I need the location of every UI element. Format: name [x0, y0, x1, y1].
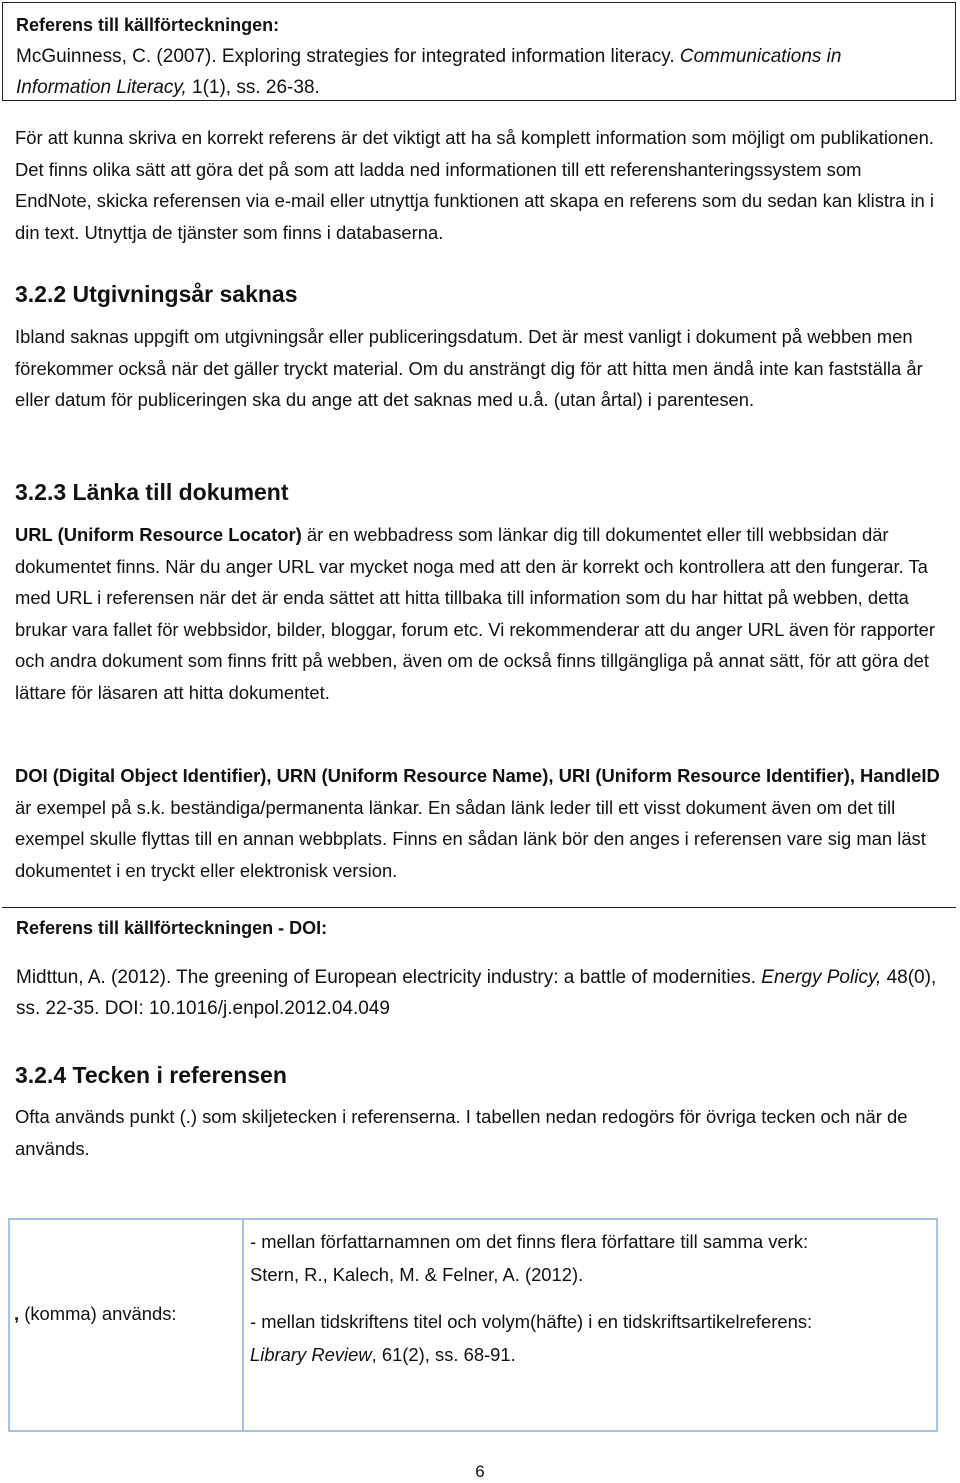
citation-text: Midttun, A. (2012). The greening of European electricity industry: a battle of modernities.	[16, 967, 762, 988]
paragraph-3-2-4: Ofta används punkt (.) som skiljetecken i referenserna. I tabellen nedan redogörs för övriga tecken och när de används.	[15, 1106, 908, 1159]
paragraph-doi	[15, 760, 943, 886]
usage-journal-title: Library Review	[250, 1344, 372, 1365]
table-cell-usage	[244, 1220, 936, 1430]
comma-sign: ,	[14, 1303, 20, 1324]
intro-paragraph: För att kunna skriva en korrekt referens är det viktigt att ha så komplett information som möjligt om publikationen. Det finns olika sätt att göra det på som att ladda ned informationen till ett referenshanteringssystem som EndNote, skicka referensen via e-mail eller utnyttja funktionen att skapa en referens som du sedan kan klistra in i din text. Utnyttja de tjänster som finns i databaserna.	[15, 127, 934, 243]
reference-citation	[16, 41, 942, 103]
journal-title: Energy Policy,	[761, 967, 882, 988]
journal-title-cont: Information Literacy,	[16, 77, 187, 98]
usage-journal-text: - mellan tidskriftens titel och volym(häfte) i en tidskriftsartikelreferens:	[250, 1311, 813, 1332]
reference-box-mcguinness	[2, 2, 956, 101]
usage-authors-example: Stern, R., Kalech, M. & Felner, A. (2012).	[250, 1264, 584, 1285]
citation-doi: 48(0), ss. 22-35. DOI: 10.1016/j.enpol.2012.04.049	[16, 967, 937, 1019]
usage-journal	[250, 1305, 936, 1371]
reference-label-doi: Referens till källförteckningen - DOI:	[16, 918, 328, 938]
usage-authors	[250, 1225, 936, 1291]
comma-label	[14, 1300, 177, 1328]
reference-label: Referens till källförteckningen:	[16, 15, 280, 35]
page-number: 6	[475, 1462, 485, 1481]
citation-text: McGuinness, C. (2007). Exploring strategies for integrated information literacy.	[16, 46, 680, 67]
paragraph-url	[15, 519, 943, 708]
usage-journal-volume: , 61(2), ss. 68-91.	[371, 1344, 516, 1365]
journal-title: Communications in	[679, 46, 842, 67]
reference-citation-doi	[16, 962, 942, 1024]
citation-volume: 1(1), ss. 26-38.	[186, 77, 320, 98]
punctuation-table	[8, 1218, 938, 1432]
table-cell-sign	[10, 1220, 244, 1430]
reference-box-midttun	[2, 907, 956, 1029]
identifier-terms: DOI (Digital Object Identifier), URN (Uniform Resource Name), URI (Uniform Resource Identifier), HandleID	[15, 765, 940, 786]
identifier-description: är exempel på s.k. beständiga/permanenta länkar. En sådan länk leder till ett visst dokument även om det till exempel skulle flyttas till en annan webbplats. Finns en sådan länk bör den anges i referensen vare sig man läst dokumentet i en tryckt eller elektronisk version.	[15, 796, 926, 881]
url-term: URL (Uniform Resource Locator)	[15, 524, 302, 545]
usage-authors-text: - mellan författarnamnen om det finns flera författare till samma verk:	[250, 1231, 809, 1252]
heading-3-2-4: 3.2.4 Tecken i referensen	[15, 1062, 287, 1088]
comma-label-text: (komma) används:	[19, 1303, 177, 1324]
heading-3-2-3: 3.2.3 Länka till dokument	[15, 479, 289, 505]
paragraph-3-2-2: Ibland saknas uppgift om utgivningsår eller publiceringsdatum. Det är mest vanligt i dokument på webben men förekommer också när det gäller tryckt material. Om du ansträngt dig för att hitta men ändå inte kan fastställa år eller datum för publiceringen ska du ange att det saknas med u.å. (utan årtal) i parentesen.	[15, 326, 923, 410]
url-description: är en webbadress som länkar dig till dokumentet eller till webbsidan där dokumentet finns. När du anger URL var mycket noga med att den är korrekt och kontrollera att den fungerar. Ta med URL i referensen när det är enda sättet att hitta tillbaka till information som du har hittat på webben, detta brukar vara fallet för webbsidor, bilder, bloggar, forum etc. Vi rekommenderar att du anger URL även för rapporter och andra dokument som finns fritt på webben, även om de också finns tillgängliga på annat sätt, för att göra det lättare för läsaren att hitta dokumentet.	[15, 524, 935, 703]
heading-3-2-2: 3.2.2 Utgivningsår saknas	[15, 281, 298, 307]
